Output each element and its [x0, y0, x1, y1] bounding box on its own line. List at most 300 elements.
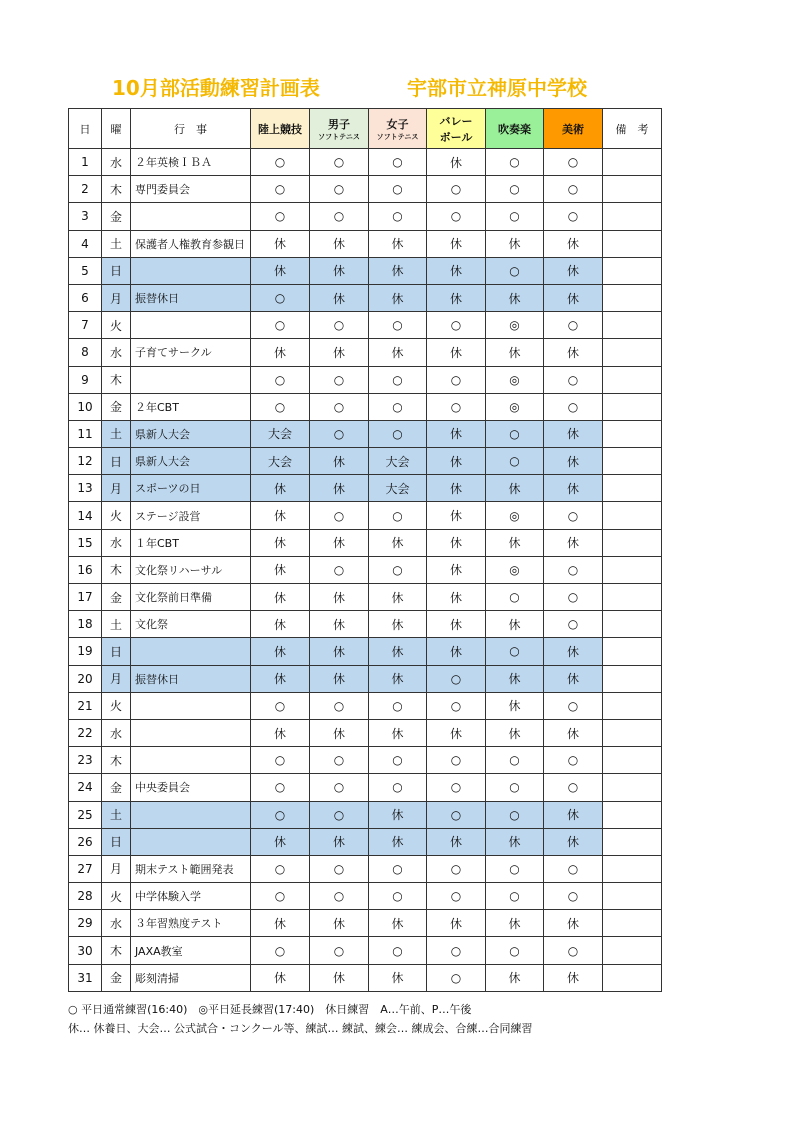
status-cell: ○ [251, 312, 310, 339]
status-cell: 休 [427, 611, 486, 638]
status-cell: 休 [369, 339, 427, 366]
event-cell: ステージ設営 [131, 502, 251, 529]
remarks-cell [603, 475, 662, 502]
event-cell: 期末テスト範囲発表 [131, 855, 251, 882]
status-cell: 休 [369, 638, 427, 665]
table-row [69, 719, 662, 746]
header-club-1 [310, 109, 369, 149]
event-cell: ２年CBT [131, 393, 251, 420]
remarks-cell [603, 393, 662, 420]
status-cell: ○ [486, 774, 544, 801]
day-cell: 28 [69, 883, 102, 910]
table-row [69, 529, 662, 556]
table-row [69, 855, 662, 882]
status-cell: 休 [369, 801, 427, 828]
status-cell: 休 [427, 502, 486, 529]
weekday-cell: 火 [102, 692, 131, 719]
status-cell: 休 [544, 339, 603, 366]
status-cell: 大会 [369, 475, 427, 502]
status-cell: 休 [544, 448, 603, 475]
status-cell: ○ [544, 366, 603, 393]
day-cell: 26 [69, 828, 102, 855]
table-row [69, 883, 662, 910]
day-cell: 24 [69, 774, 102, 801]
status-cell: 休 [310, 475, 369, 502]
day-cell: 5 [69, 257, 102, 284]
event-cell [131, 257, 251, 284]
table-row [69, 284, 662, 311]
status-cell: ○ [427, 883, 486, 910]
status-cell: 休 [427, 719, 486, 746]
status-cell: 休 [310, 828, 369, 855]
status-cell: ○ [427, 964, 486, 991]
status-cell: 休 [544, 638, 603, 665]
status-cell: 休 [544, 230, 603, 257]
status-cell: ○ [369, 393, 427, 420]
status-cell: 休 [310, 339, 369, 366]
status-cell: 休 [251, 964, 310, 991]
table-row [69, 910, 662, 937]
status-cell: 休 [310, 257, 369, 284]
status-cell: 休 [369, 584, 427, 611]
status-cell: 休 [544, 910, 603, 937]
status-cell: ○ [251, 883, 310, 910]
remarks-cell [603, 284, 662, 311]
remarks-cell [603, 665, 662, 692]
remarks-cell [603, 584, 662, 611]
table-row [69, 475, 662, 502]
table-row [69, 339, 662, 366]
remarks-cell [603, 529, 662, 556]
day-cell: 21 [69, 692, 102, 719]
club-label: 男子 [328, 117, 350, 131]
status-cell: 休 [310, 584, 369, 611]
status-cell: ◎ [486, 366, 544, 393]
header-club-5 [544, 109, 603, 149]
remarks-cell [603, 502, 662, 529]
weekday-cell: 水 [102, 529, 131, 556]
weekday-cell: 月 [102, 665, 131, 692]
club-label: 美術 [562, 122, 584, 136]
status-cell: ○ [369, 502, 427, 529]
event-cell: 県新人大会 [131, 420, 251, 447]
status-cell: 休 [251, 719, 310, 746]
status-cell: ○ [251, 774, 310, 801]
club-label: 女子 [386, 117, 409, 131]
table-row [69, 774, 662, 801]
status-cell: ○ [544, 855, 603, 882]
status-cell: 休 [369, 828, 427, 855]
legend-line-1: ○ 平日通常練習(16:40) ◎平日延長練習(17:40) 休日練習 A…午前、P…午後 [68, 1003, 472, 1016]
status-cell: 休 [369, 964, 427, 991]
event-cell: 保護者人権教育参観日 [131, 230, 251, 257]
status-cell: ○ [310, 502, 369, 529]
status-cell: 休 [486, 339, 544, 366]
status-cell: 休 [486, 665, 544, 692]
table-row [69, 937, 662, 964]
status-cell: 休 [486, 230, 544, 257]
event-cell [131, 719, 251, 746]
status-cell: ○ [310, 556, 369, 583]
weekday-cell: 土 [102, 611, 131, 638]
status-cell: ○ [310, 176, 369, 203]
status-cell: ○ [544, 502, 603, 529]
status-cell: 休 [544, 284, 603, 311]
status-cell: 休 [251, 475, 310, 502]
remarks-cell [603, 692, 662, 719]
status-cell: ○ [427, 855, 486, 882]
status-cell: 休 [251, 556, 310, 583]
weekday-cell: 水 [102, 339, 131, 366]
club-label: 陸上競技 [258, 122, 302, 136]
event-cell: 振替休日 [131, 665, 251, 692]
status-cell: ○ [310, 692, 369, 719]
status-cell: ○ [427, 774, 486, 801]
event-cell: 文化祭前日準備 [131, 584, 251, 611]
remarks-cell [603, 747, 662, 774]
status-cell: ○ [369, 747, 427, 774]
status-cell: ○ [544, 774, 603, 801]
status-cell: ○ [310, 801, 369, 828]
status-cell: ○ [427, 801, 486, 828]
day-cell: 10 [69, 393, 102, 420]
weekday-cell: 火 [102, 312, 131, 339]
weekday-cell: 木 [102, 556, 131, 583]
status-cell: ○ [486, 584, 544, 611]
event-cell: ３年習熟度テスト [131, 910, 251, 937]
schedule-table [68, 108, 662, 992]
table-row [69, 665, 662, 692]
status-cell: ○ [486, 203, 544, 230]
status-cell: ○ [369, 692, 427, 719]
status-cell: 休 [427, 149, 486, 176]
status-cell: ○ [251, 366, 310, 393]
status-cell: ○ [310, 747, 369, 774]
status-cell: ○ [486, 801, 544, 828]
status-cell: 休 [251, 257, 310, 284]
status-cell: ○ [310, 312, 369, 339]
status-cell: 休 [251, 611, 310, 638]
day-cell: 25 [69, 801, 102, 828]
day-cell: 2 [69, 176, 102, 203]
remarks-cell [603, 937, 662, 964]
status-cell: 休 [427, 339, 486, 366]
remarks-cell [603, 556, 662, 583]
status-cell: ○ [310, 149, 369, 176]
remarks-cell [603, 176, 662, 203]
status-cell: ○ [369, 937, 427, 964]
school-name: 宇部市立神原中学校 [407, 76, 587, 100]
status-cell: 休 [369, 719, 427, 746]
header-weekday: 曜 [102, 109, 131, 149]
status-cell: ○ [310, 420, 369, 447]
status-cell: 休 [486, 719, 544, 746]
day-cell: 23 [69, 747, 102, 774]
day-cell: 15 [69, 529, 102, 556]
status-cell: ○ [369, 176, 427, 203]
status-cell: ○ [544, 937, 603, 964]
day-cell: 11 [69, 420, 102, 447]
status-cell: ○ [544, 312, 603, 339]
status-cell: ○ [310, 774, 369, 801]
status-cell: ○ [251, 937, 310, 964]
status-cell: 休 [544, 828, 603, 855]
weekday-cell: 土 [102, 420, 131, 447]
status-cell: ○ [427, 393, 486, 420]
table-row [69, 692, 662, 719]
table-row [69, 747, 662, 774]
status-cell: ○ [486, 149, 544, 176]
status-cell: 休 [427, 529, 486, 556]
status-cell: ○ [427, 312, 486, 339]
status-cell: ◎ [486, 556, 544, 583]
status-cell: 休 [427, 257, 486, 284]
day-cell: 6 [69, 284, 102, 311]
status-cell: ○ [427, 176, 486, 203]
day-cell: 4 [69, 230, 102, 257]
day-cell: 20 [69, 665, 102, 692]
status-cell: 休 [486, 284, 544, 311]
remarks-cell [603, 203, 662, 230]
remarks-cell [603, 257, 662, 284]
status-cell: ○ [251, 692, 310, 719]
club-sublabel: ソフトテニス [376, 132, 419, 141]
weekday-cell: 木 [102, 176, 131, 203]
weekday-cell: 土 [102, 801, 131, 828]
remarks-cell [603, 230, 662, 257]
day-cell: 16 [69, 556, 102, 583]
status-cell: ○ [251, 176, 310, 203]
status-cell: 休 [310, 230, 369, 257]
day-cell: 31 [69, 964, 102, 991]
day-cell: 27 [69, 855, 102, 882]
status-cell: ○ [310, 855, 369, 882]
status-cell: 休 [251, 339, 310, 366]
remarks-cell [603, 366, 662, 393]
status-cell: 大会 [369, 448, 427, 475]
table-row [69, 584, 662, 611]
event-cell: 中学体験入学 [131, 883, 251, 910]
weekday-cell: 水 [102, 719, 131, 746]
status-cell: ○ [427, 747, 486, 774]
status-cell: ○ [544, 883, 603, 910]
weekday-cell: 日 [102, 257, 131, 284]
event-cell: ２年英検ＩＢＡ [131, 149, 251, 176]
status-cell: ○ [369, 312, 427, 339]
status-cell: ○ [486, 176, 544, 203]
event-cell [131, 828, 251, 855]
status-cell: 休 [427, 584, 486, 611]
status-cell: 休 [251, 502, 310, 529]
status-cell: 休 [310, 964, 369, 991]
day-cell: 1 [69, 149, 102, 176]
status-cell: 休 [369, 665, 427, 692]
event-cell [131, 801, 251, 828]
day-cell: 30 [69, 937, 102, 964]
status-cell: ○ [486, 448, 544, 475]
day-cell: 14 [69, 502, 102, 529]
table-row [69, 149, 662, 176]
event-cell: 専門委員会 [131, 176, 251, 203]
weekday-cell: 月 [102, 855, 131, 882]
club-label: バレー [439, 114, 473, 128]
event-cell: 文化祭リハーサル [131, 556, 251, 583]
club-sublabel: ソフトテニス [318, 132, 360, 141]
table-row [69, 176, 662, 203]
header-row [69, 109, 662, 149]
weekday-cell: 木 [102, 937, 131, 964]
event-cell: 子育てサークル [131, 339, 251, 366]
day-cell: 12 [69, 448, 102, 475]
remarks-cell [603, 149, 662, 176]
status-cell: 休 [544, 420, 603, 447]
weekday-cell: 日 [102, 638, 131, 665]
remarks-cell [603, 312, 662, 339]
remarks-cell [603, 801, 662, 828]
status-cell: ○ [369, 203, 427, 230]
status-cell: 休 [251, 910, 310, 937]
remarks-cell [603, 910, 662, 937]
status-cell: ○ [544, 203, 603, 230]
weekday-cell: 木 [102, 366, 131, 393]
status-cell: 休 [310, 529, 369, 556]
weekday-cell: 月 [102, 284, 131, 311]
status-cell: 休 [310, 665, 369, 692]
status-cell: 休 [486, 529, 544, 556]
club-sublabel: ボール [439, 130, 473, 144]
header-club-4 [486, 109, 544, 149]
status-cell: 休 [369, 257, 427, 284]
event-cell: １年CBT [131, 529, 251, 556]
status-cell: 休 [486, 964, 544, 991]
title-main: 10月部活動練習計画表 [112, 76, 320, 100]
status-cell: ○ [369, 149, 427, 176]
remarks-cell [603, 420, 662, 447]
status-cell: 休 [544, 475, 603, 502]
table-row [69, 203, 662, 230]
status-cell: 休 [310, 611, 369, 638]
status-cell: ○ [486, 855, 544, 882]
remarks-cell [603, 774, 662, 801]
weekday-cell: 金 [102, 584, 131, 611]
status-cell: ○ [544, 584, 603, 611]
status-cell: 休 [486, 611, 544, 638]
status-cell: 大会 [251, 448, 310, 475]
status-cell: 休 [369, 910, 427, 937]
remarks-cell [603, 883, 662, 910]
status-cell: ○ [251, 855, 310, 882]
table-row [69, 420, 662, 447]
event-cell [131, 747, 251, 774]
status-cell: ○ [486, 257, 544, 284]
status-cell: ○ [486, 638, 544, 665]
day-cell: 8 [69, 339, 102, 366]
status-cell: ○ [310, 203, 369, 230]
day-cell: 18 [69, 611, 102, 638]
header-remarks: 備 考 [603, 109, 662, 149]
status-cell: 休 [251, 230, 310, 257]
weekday-cell: 金 [102, 203, 131, 230]
status-cell: ○ [310, 937, 369, 964]
status-cell: ○ [427, 692, 486, 719]
table-row [69, 556, 662, 583]
table-row [69, 230, 662, 257]
header-club-2 [369, 109, 427, 149]
remarks-cell [603, 828, 662, 855]
club-label: 吹奏楽 [498, 122, 531, 136]
event-cell: 中央委員会 [131, 774, 251, 801]
status-cell: ○ [251, 747, 310, 774]
event-cell [131, 203, 251, 230]
status-cell: 休 [427, 420, 486, 447]
remarks-cell [603, 339, 662, 366]
event-cell [131, 638, 251, 665]
remarks-cell [603, 855, 662, 882]
table-row [69, 257, 662, 284]
status-cell: ○ [544, 176, 603, 203]
status-cell: ○ [369, 366, 427, 393]
status-cell: 休 [251, 828, 310, 855]
table-row [69, 964, 662, 991]
remarks-cell [603, 964, 662, 991]
status-cell: 休 [427, 448, 486, 475]
status-cell: ○ [369, 556, 427, 583]
weekday-cell: 金 [102, 393, 131, 420]
status-cell: ○ [544, 393, 603, 420]
header-event: 行 事 [131, 109, 251, 149]
table-row [69, 366, 662, 393]
status-cell: ○ [310, 883, 369, 910]
status-cell: ○ [544, 556, 603, 583]
status-cell: ○ [486, 883, 544, 910]
weekday-cell: 木 [102, 747, 131, 774]
event-cell: スポーツの日 [131, 475, 251, 502]
status-cell: ○ [251, 284, 310, 311]
day-cell: 3 [69, 203, 102, 230]
weekday-cell: 金 [102, 774, 131, 801]
status-cell: ○ [544, 611, 603, 638]
status-cell: ○ [427, 665, 486, 692]
status-cell: ○ [310, 393, 369, 420]
status-cell: 休 [310, 448, 369, 475]
status-cell: 休 [369, 230, 427, 257]
status-cell: ○ [251, 203, 310, 230]
event-cell: JAXA教室 [131, 937, 251, 964]
header-club-3 [427, 109, 486, 149]
table-row [69, 393, 662, 420]
status-cell: 休 [544, 964, 603, 991]
status-cell: ○ [486, 420, 544, 447]
weekday-cell: 日 [102, 828, 131, 855]
status-cell: 休 [369, 611, 427, 638]
status-cell: 休 [427, 828, 486, 855]
day-cell: 29 [69, 910, 102, 937]
status-cell: 休 [251, 665, 310, 692]
status-cell: 休 [427, 910, 486, 937]
table-row [69, 801, 662, 828]
event-cell [131, 366, 251, 393]
status-cell: ○ [427, 937, 486, 964]
event-cell [131, 692, 251, 719]
status-cell: 休 [251, 638, 310, 665]
remarks-cell [603, 611, 662, 638]
status-cell: 休 [310, 719, 369, 746]
weekday-cell: 水 [102, 149, 131, 176]
status-cell: 休 [486, 692, 544, 719]
weekday-cell: 水 [102, 910, 131, 937]
legend-line-2: 休… 休養日、大会… 公式試合・コンクール等、練試… 練試、練会… 練成会、合練…合同練習 [68, 1022, 533, 1035]
table-row [69, 611, 662, 638]
